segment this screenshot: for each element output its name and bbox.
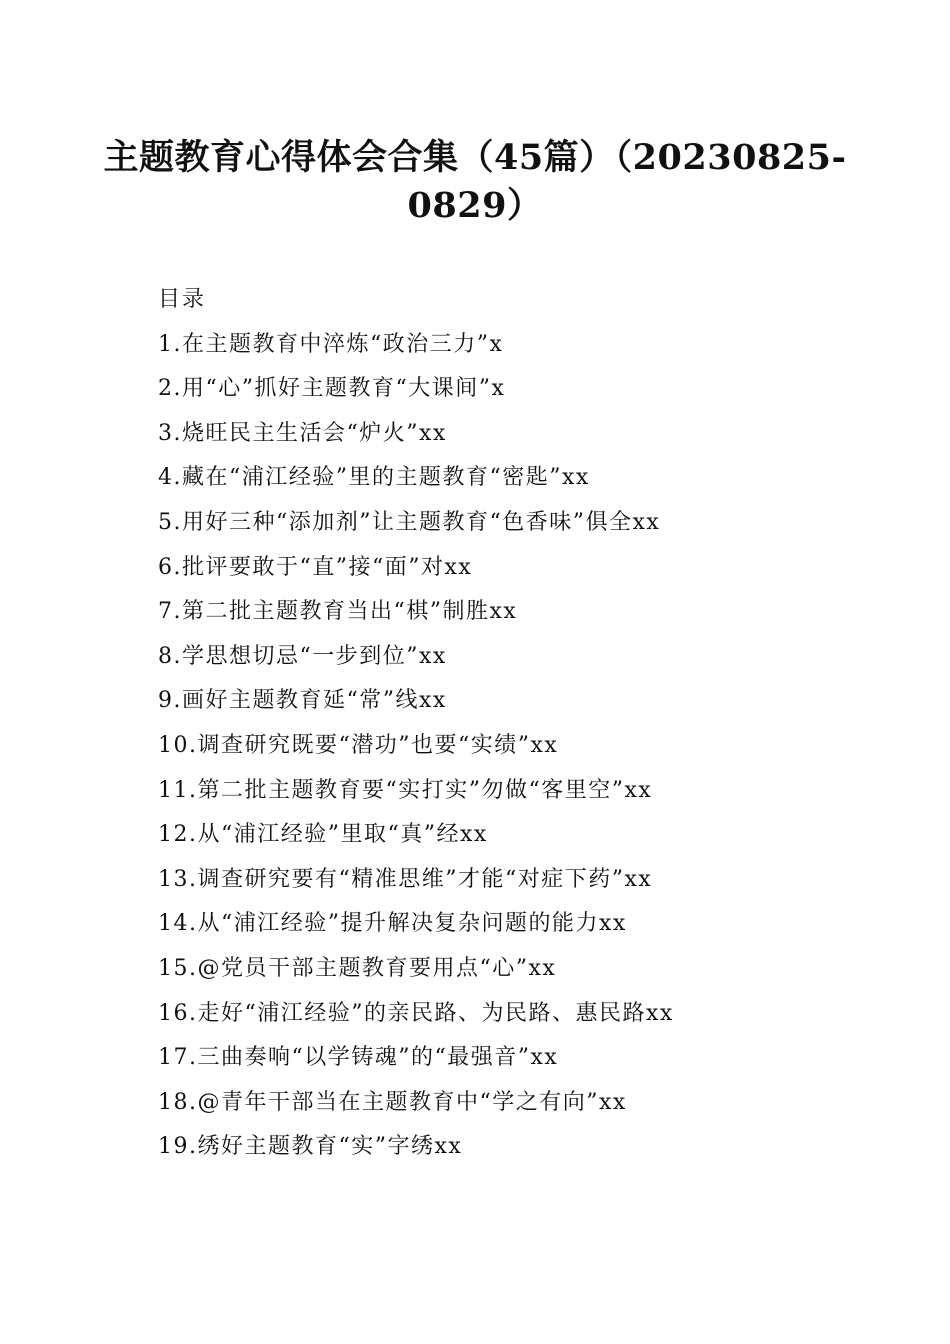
toc-item: 14.从“浦江经验”提升解决复杂问题的能力xx — [158, 911, 627, 937]
toc-item: 11.第二批主题教育要“实打实”勿做“客里空”xx — [158, 777, 653, 803]
toc-item: 10.调查研究既要“潜功”也要“实绩”xx — [158, 732, 559, 758]
toc-item: 13.调查研究要有“精准思维”才能“对症下药”xx — [158, 866, 653, 892]
toc-item: 6.批评要敢于“直”接“面”对xx — [158, 554, 473, 580]
toc-item: 17.三曲奏响“以学铸魂”的“最强音”xx — [158, 1045, 559, 1071]
toc-item: 12.从“浦江经验”里取“真”经xx — [158, 822, 488, 848]
toc-item: 2.用“心”抓好主题教育“大课间”x — [158, 376, 506, 402]
toc-item: 16.走好“浦江经验”的亲民路、为民路、惠民路xx — [158, 1000, 674, 1026]
toc-item: 8.学思想切忌“一步到位”xx — [158, 643, 447, 669]
toc-heading: 目录 — [158, 287, 207, 312]
toc-item: 19.绣好主题教育“实”字绣xx — [158, 1134, 463, 1160]
document-title: 主题教育心得体会合集（45篇）（20230825-0829） — [103, 137, 847, 226]
toc-item: 4.藏在“浦江经验”里的主题教育“密匙”xx — [158, 465, 590, 491]
toc-item: 1.在主题教育中淬炼“政治三力”x — [158, 331, 504, 357]
toc-item: 9.画好主题教育延“常”线xx — [158, 688, 447, 714]
toc-item: 15.@党员干部主题教育要用点“心”xx — [158, 955, 557, 981]
toc-list — [158, 323, 838, 1170]
toc-item: 18.@青年干部当在主题教育中“学之有向”xx — [158, 1089, 627, 1115]
toc-item: 3.烧旺民主生活会“炉火”xx — [158, 420, 447, 446]
table-of-contents — [158, 278, 838, 1170]
toc-item: 5.用好三种“添加剂”让主题教育“色香味”俱全xx — [158, 509, 661, 535]
toc-item: 7.第二批主题教育当出“棋”制胜xx — [158, 599, 518, 625]
